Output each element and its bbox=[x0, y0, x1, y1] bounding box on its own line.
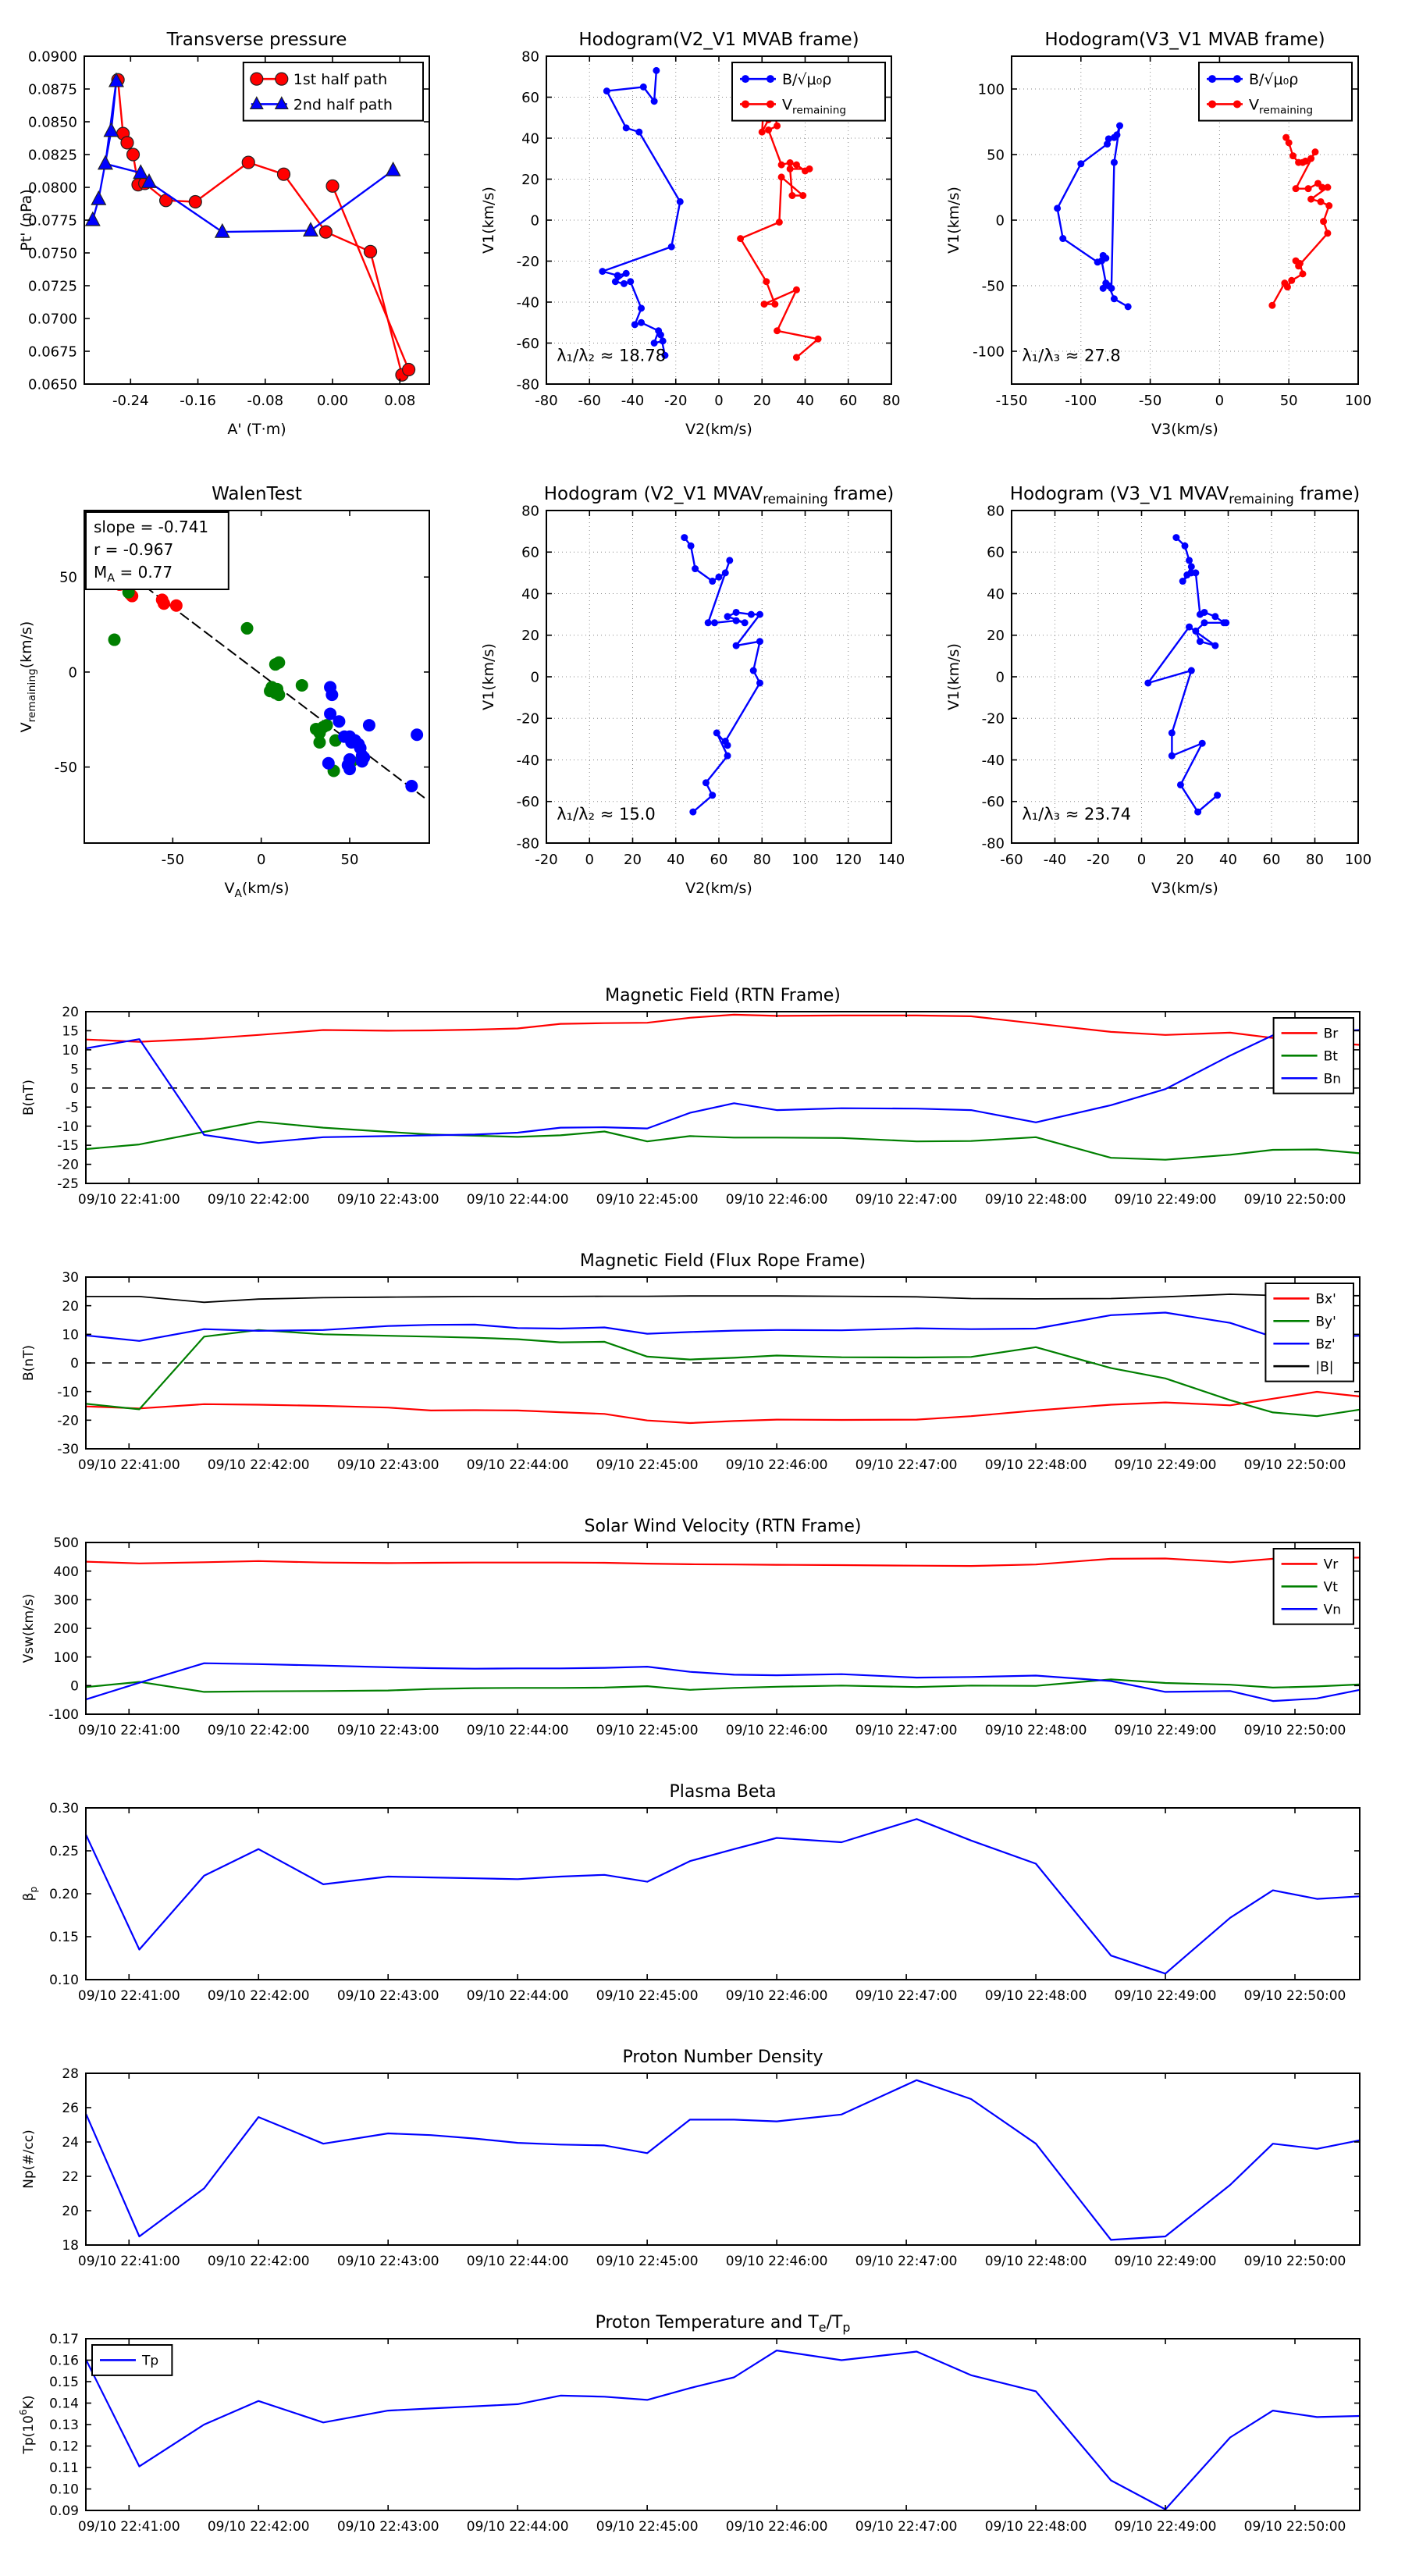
svg-text:0.0725: 0.0725 bbox=[28, 278, 77, 295]
chart-walen-test bbox=[6, 459, 457, 909]
svg-text:-60: -60 bbox=[1000, 852, 1023, 868]
svg-text:20: 20 bbox=[521, 628, 539, 645]
svg-text:100: 100 bbox=[1344, 852, 1372, 868]
walen-test-title: WalenTest bbox=[212, 484, 302, 504]
svg-text:0.09: 0.09 bbox=[49, 2503, 79, 2520]
svg-text:09/10 22:50:00: 09/10 22:50:00 bbox=[1243, 2519, 1346, 2535]
svg-text:0.10: 0.10 bbox=[49, 1973, 79, 1989]
svg-text:0.13: 0.13 bbox=[49, 2418, 79, 2434]
svg-text:09/10 22:48:00: 09/10 22:48:00 bbox=[984, 1192, 1087, 1208]
svg-text:-60: -60 bbox=[516, 335, 539, 352]
svg-text:0.15: 0.15 bbox=[49, 1930, 79, 1946]
svg-text:09/10 22:50:00: 09/10 22:50:00 bbox=[1243, 1723, 1346, 1738]
svg-text:0.00: 0.00 bbox=[316, 393, 349, 409]
svg-text:Vt: Vt bbox=[1323, 1579, 1338, 1596]
b-fluxrope-svg bbox=[0, 1238, 1405, 1497]
proton-density-ylabel: Np(#/cc) bbox=[21, 2129, 37, 2189]
chart-magnetic-field-rtn bbox=[0, 973, 1405, 1232]
hodogram-v2v1-mvav-title: Hodogram (V2_V1 $MVAV_{remaining}$ frame) bbox=[543, 484, 895, 507]
svg-text:B/√μ₀ρ: B/√μ₀ρ bbox=[782, 70, 832, 88]
svg-text:-40: -40 bbox=[621, 393, 645, 409]
svg-text:200: 200 bbox=[53, 1621, 79, 1638]
svg-text:0: 0 bbox=[70, 1080, 79, 1097]
transverse-pressure-ylabel: Pt' (nPa) bbox=[18, 189, 35, 251]
proton-density-title: Proton Number Density bbox=[622, 2048, 823, 2067]
svg-text:20: 20 bbox=[62, 1298, 79, 1315]
svg-text:09/10 22:44:00: 09/10 22:44:00 bbox=[466, 1988, 569, 2004]
svg-text:0: 0 bbox=[585, 852, 594, 868]
svg-text:09/10 22:47:00: 09/10 22:47:00 bbox=[855, 1192, 958, 1208]
svg-text:50: 50 bbox=[987, 147, 1005, 164]
hodogram-v2v1-mvav-annotation: λ₁/λ₂ ≈ 15.0 bbox=[557, 805, 656, 824]
svg-text:40: 40 bbox=[796, 393, 814, 409]
hodogram-v2v1-mvab-ylabel: V1(km/s) bbox=[480, 187, 497, 254]
svg-text:09/10 22:41:00: 09/10 22:41:00 bbox=[77, 1988, 180, 2004]
svg-text:0.15: 0.15 bbox=[49, 2375, 79, 2391]
svg-text:-20: -20 bbox=[535, 852, 558, 868]
svg-text:10: 10 bbox=[62, 1327, 79, 1343]
svg-text:-80: -80 bbox=[981, 835, 1005, 852]
b-fluxrope-legend bbox=[1265, 1283, 1353, 1382]
plasma-beta-title: Plasma Beta bbox=[669, 1782, 777, 1802]
svg-text:80: 80 bbox=[1306, 852, 1324, 868]
svg-text:60: 60 bbox=[987, 544, 1005, 561]
hodogram-v2v1-mvav-svg bbox=[468, 459, 919, 909]
svg-text:80: 80 bbox=[987, 503, 1005, 520]
svg-text:09/10 22:50:00: 09/10 22:50:00 bbox=[1243, 2254, 1346, 2269]
svg-text:0.0875: 0.0875 bbox=[28, 81, 77, 98]
chart-plasma-beta bbox=[0, 1769, 1405, 2028]
svg-text:26: 26 bbox=[62, 2101, 79, 2117]
svg-text:40: 40 bbox=[667, 852, 685, 868]
b-fluxrope-title: Magnetic Field (Flux Rope Frame) bbox=[579, 1251, 866, 1271]
hodogram-v3v1-mvab-svg bbox=[934, 5, 1386, 450]
svg-text:-100: -100 bbox=[48, 1707, 79, 1724]
svg-text:-0.16: -0.16 bbox=[180, 393, 216, 409]
svg-text:28: 28 bbox=[62, 2066, 79, 2083]
svg-text:Vr: Vr bbox=[1323, 1557, 1339, 1573]
svg-text:09/10 22:46:00: 09/10 22:46:00 bbox=[725, 1457, 828, 1473]
svg-text:09/10 22:45:00: 09/10 22:45:00 bbox=[596, 2519, 699, 2535]
svg-text:09/10 22:41:00: 09/10 22:41:00 bbox=[77, 1457, 180, 1473]
svg-text:500: 500 bbox=[53, 1535, 79, 1552]
svg-text:300: 300 bbox=[53, 1592, 79, 1609]
svg-text:09/10 22:42:00: 09/10 22:42:00 bbox=[207, 1988, 310, 2004]
proton-temperature-ylabel: $Tp(10^6K)$ bbox=[18, 2395, 37, 2454]
svg-text:80: 80 bbox=[521, 503, 539, 520]
hodogram-v2v1-mvav-ylabel: V1(km/s) bbox=[480, 643, 497, 710]
svg-text:0.17: 0.17 bbox=[49, 2332, 79, 2348]
svg-text:-30: -30 bbox=[57, 1442, 79, 1458]
svg-text:0: 0 bbox=[70, 1356, 79, 1372]
svg-text:09/10 22:50:00: 09/10 22:50:00 bbox=[1243, 1457, 1346, 1473]
svg-text:Vremaining: $V_{remaining}$ bbox=[1249, 96, 1314, 117]
svg-text:100: 100 bbox=[1344, 393, 1372, 409]
walen-test-svg bbox=[6, 459, 457, 909]
hodogram-v3v1-mvav-annotation: λ₁/λ₃ ≈ 23.74 bbox=[1022, 805, 1132, 824]
svg-text:Vn: Vn bbox=[1323, 1602, 1342, 1618]
svg-text:09/10 22:45:00: 09/10 22:45:00 bbox=[596, 1192, 699, 1208]
svg-text:B/√μ₀ρ: B/√μ₀ρ bbox=[1249, 70, 1299, 88]
svg-text:09/10 22:49:00: 09/10 22:49:00 bbox=[1114, 1723, 1217, 1738]
svg-text:09/10 22:44:00: 09/10 22:44:00 bbox=[466, 1192, 569, 1208]
walen-test-infobox bbox=[86, 512, 229, 589]
hodogram-v2v1-mvab-legend bbox=[732, 62, 885, 121]
svg-text:-0.08: -0.08 bbox=[247, 393, 284, 409]
svg-text:0.0650: 0.0650 bbox=[28, 376, 77, 393]
svg-text:20: 20 bbox=[62, 1005, 79, 1021]
svg-text:09/10 22:44:00: 09/10 22:44:00 bbox=[466, 2254, 569, 2269]
svg-text:09/10 22:45:00: 09/10 22:45:00 bbox=[596, 2254, 699, 2269]
svg-text:09/10 22:43:00: 09/10 22:43:00 bbox=[336, 2519, 439, 2535]
svg-text:0: 0 bbox=[1215, 393, 1225, 409]
svg-text:24: 24 bbox=[62, 2135, 79, 2151]
svg-text:0.14: 0.14 bbox=[49, 2396, 79, 2412]
svg-text:15: 15 bbox=[62, 1023, 79, 1040]
plasma-beta-svg bbox=[0, 1769, 1405, 2028]
svg-text:0: 0 bbox=[995, 669, 1005, 686]
b-fluxrope-ylabel: B(nT) bbox=[21, 1344, 37, 1382]
svg-text:0: 0 bbox=[995, 212, 1005, 229]
svg-text:100: 100 bbox=[53, 1649, 79, 1666]
svg-text:09/10 22:43:00: 09/10 22:43:00 bbox=[336, 1192, 439, 1208]
svg-text:09/10 22:48:00: 09/10 22:48:00 bbox=[984, 2254, 1087, 2269]
svg-text:Br: Br bbox=[1323, 1026, 1339, 1042]
svg-text:0.0700: 0.0700 bbox=[28, 311, 77, 328]
vsw-rtn-legend bbox=[1274, 1549, 1353, 1624]
svg-text:0: 0 bbox=[68, 664, 77, 681]
svg-text:-80: -80 bbox=[516, 376, 539, 393]
hodogram-v3v1-mvav-title: Hodogram (V3_V1 $MVAV_{remaining}$ frame) bbox=[1009, 484, 1361, 507]
svg-text:40: 40 bbox=[521, 585, 539, 603]
svg-text:0.25: 0.25 bbox=[49, 1844, 79, 1860]
svg-text:40: 40 bbox=[987, 585, 1005, 603]
svg-text:-20: -20 bbox=[57, 1157, 79, 1173]
svg-text:0: 0 bbox=[530, 669, 539, 686]
svg-text:80: 80 bbox=[521, 48, 539, 66]
chart-proton-number-density bbox=[0, 2034, 1405, 2293]
svg-text:0.10: 0.10 bbox=[49, 2482, 79, 2498]
svg-text:09/10 22:42:00: 09/10 22:42:00 bbox=[207, 1457, 310, 1473]
svg-text:-10: -10 bbox=[57, 1119, 79, 1135]
svg-text:50: 50 bbox=[1279, 393, 1298, 409]
svg-text:09/10 22:44:00: 09/10 22:44:00 bbox=[466, 1723, 569, 1738]
svg-text:0: 0 bbox=[256, 852, 266, 868]
transverse-pressure-svg bbox=[6, 5, 457, 450]
svg-text:-20: -20 bbox=[516, 710, 539, 728]
svg-text:0.16: 0.16 bbox=[49, 2353, 79, 2369]
svg-text:09/10 22:43:00: 09/10 22:43:00 bbox=[336, 1988, 439, 2004]
proton-density-svg bbox=[0, 2034, 1405, 2293]
svg-text:09/10 22:48:00: 09/10 22:48:00 bbox=[984, 1723, 1087, 1738]
svg-text:09/10 22:43:00: 09/10 22:43:00 bbox=[336, 1457, 439, 1473]
svg-text:09/10 22:42:00: 09/10 22:42:00 bbox=[207, 1192, 310, 1208]
svg-text:09/10 22:48:00: 09/10 22:48:00 bbox=[984, 1988, 1087, 2004]
chart-transverse-pressure bbox=[6, 5, 457, 450]
svg-text:-40: -40 bbox=[516, 294, 539, 311]
svg-text:80: 80 bbox=[752, 852, 771, 868]
chart-hodogram-v3v1-mvab bbox=[934, 5, 1386, 450]
svg-text:09/10 22:48:00: 09/10 22:48:00 bbox=[984, 1457, 1087, 1473]
svg-text:0.0825: 0.0825 bbox=[28, 147, 77, 164]
svg-text:100: 100 bbox=[791, 852, 819, 868]
svg-text:20: 20 bbox=[624, 852, 642, 868]
svg-text:0.20: 0.20 bbox=[49, 1887, 79, 1903]
hodogram-v2v1-mvab-svg bbox=[468, 5, 919, 450]
svg-text:09/10 22:48:00: 09/10 22:48:00 bbox=[984, 2519, 1087, 2535]
chart-magnetic-field-fluxrope bbox=[0, 1238, 1405, 1497]
svg-text:09/10 22:47:00: 09/10 22:47:00 bbox=[855, 1723, 958, 1738]
hodogram-v2v1-mvab-xlabel: V2(km/s) bbox=[685, 421, 752, 438]
transverse-pressure-title: Transverse pressure bbox=[166, 30, 347, 50]
svg-text:09/10 22:49:00: 09/10 22:49:00 bbox=[1114, 2254, 1217, 2269]
svg-text:-20: -20 bbox=[981, 710, 1005, 728]
svg-text:-20: -20 bbox=[516, 253, 539, 270]
hodogram-v2v1-mvav-xlabel: V2(km/s) bbox=[685, 880, 752, 897]
svg-text:80: 80 bbox=[882, 393, 901, 409]
svg-text:09/10 22:44:00: 09/10 22:44:00 bbox=[466, 1457, 569, 1473]
svg-text:Vremaining: $V_{remaining}$ bbox=[782, 96, 847, 117]
chart-proton-temperature bbox=[0, 2300, 1405, 2559]
svg-text:18: 18 bbox=[62, 2238, 79, 2254]
plasma-beta-ylabel: $\beta_p$ bbox=[21, 1886, 39, 1902]
svg-text:09/10 22:41:00: 09/10 22:41:00 bbox=[77, 1723, 180, 1738]
svg-text:09/10 22:44:00: 09/10 22:44:00 bbox=[466, 2519, 569, 2535]
svg-text:-80: -80 bbox=[535, 393, 558, 409]
svg-text:10: 10 bbox=[62, 1043, 79, 1059]
svg-text:09/10 22:47:00: 09/10 22:47:00 bbox=[855, 2254, 958, 2269]
svg-text:|B|: |B| bbox=[1315, 1359, 1334, 1375]
svg-text:0.11: 0.11 bbox=[49, 2460, 79, 2477]
svg-text:0.12: 0.12 bbox=[49, 2439, 79, 2455]
svg-text:Bn: Bn bbox=[1323, 1071, 1342, 1087]
svg-text:09/10 22:46:00: 09/10 22:46:00 bbox=[725, 1192, 828, 1208]
svg-text:-50: -50 bbox=[1138, 393, 1162, 409]
svg-text:1st half path: 1st half path bbox=[293, 70, 388, 88]
svg-text:09/10 22:50:00: 09/10 22:50:00 bbox=[1243, 1988, 1346, 2004]
svg-text:-15: -15 bbox=[57, 1138, 79, 1155]
svg-text:-150: -150 bbox=[995, 393, 1028, 409]
svg-text:-20: -20 bbox=[1087, 852, 1110, 868]
svg-text:-50: -50 bbox=[981, 278, 1005, 295]
walen-test-ylabel: $V_{remaining}(km/s)$ bbox=[18, 621, 38, 733]
svg-text:-50: -50 bbox=[161, 852, 185, 868]
svg-text:0: 0 bbox=[1136, 852, 1147, 868]
svg-text:09/10 22:47:00: 09/10 22:47:00 bbox=[855, 1457, 958, 1473]
hodogram-v3v1-mvav-svg bbox=[934, 459, 1386, 909]
svg-text:09/10 22:42:00: 09/10 22:42:00 bbox=[207, 2254, 310, 2269]
svg-text:5: 5 bbox=[70, 1062, 79, 1078]
svg-text:60: 60 bbox=[1262, 852, 1281, 868]
svg-text:09/10 22:47:00: 09/10 22:47:00 bbox=[855, 1988, 958, 2004]
svg-text:60: 60 bbox=[710, 852, 728, 868]
proton-temperature-svg bbox=[0, 2300, 1405, 2559]
hodogram-v3v1-mvab-annotation: λ₁/λ₃ ≈ 27.8 bbox=[1022, 346, 1121, 365]
hodogram-v2v1-mvab-title: Hodogram(V2_V1 MVAB frame) bbox=[578, 30, 859, 50]
svg-text:60: 60 bbox=[521, 89, 539, 106]
svg-text:50: 50 bbox=[340, 852, 359, 868]
svg-text:-20: -20 bbox=[57, 1413, 79, 1429]
svg-text:50: 50 bbox=[59, 569, 77, 586]
svg-text:20: 20 bbox=[752, 393, 771, 409]
transverse-pressure-legend bbox=[244, 62, 423, 121]
svg-text:09/10 22:49:00: 09/10 22:49:00 bbox=[1114, 1192, 1217, 1208]
svg-text:09/10 22:43:00: 09/10 22:43:00 bbox=[336, 2254, 439, 2269]
svg-text:09/10 22:47:00: 09/10 22:47:00 bbox=[855, 2519, 958, 2535]
svg-text:30: 30 bbox=[62, 1270, 79, 1286]
b-rtn-title: Magnetic Field (RTN Frame) bbox=[605, 986, 841, 1005]
b-rtn-svg bbox=[0, 973, 1405, 1232]
svg-text:-100: -100 bbox=[1065, 393, 1097, 409]
b-rtn-ylabel: B(nT) bbox=[21, 1079, 37, 1116]
svg-text:100: 100 bbox=[977, 81, 1005, 98]
svg-text:20: 20 bbox=[1176, 852, 1194, 868]
svg-text:09/10 22:49:00: 09/10 22:49:00 bbox=[1114, 2519, 1217, 2535]
svg-text:20: 20 bbox=[987, 628, 1005, 645]
hodogram-v3v1-mvav-ylabel: V1(km/s) bbox=[945, 643, 962, 710]
hodogram-v2v1-mvab-annotation: λ₁/λ₂ ≈ 18.78 bbox=[557, 346, 667, 365]
vsw-rtn-ylabel: Vsw(km/s) bbox=[21, 1593, 37, 1663]
svg-text:0.0900: 0.0900 bbox=[28, 48, 77, 66]
svg-text:-20: -20 bbox=[664, 393, 688, 409]
svg-text:By': By' bbox=[1315, 1314, 1336, 1330]
svg-text:40: 40 bbox=[521, 130, 539, 148]
svg-text:Bx': Bx' bbox=[1315, 1291, 1336, 1308]
svg-text:09/10 22:45:00: 09/10 22:45:00 bbox=[596, 1723, 699, 1738]
svg-text:09/10 22:45:00: 09/10 22:45:00 bbox=[596, 1457, 699, 1473]
svg-text:MA = 0.77: $M_A = 0.77$ bbox=[94, 563, 173, 585]
svg-text:0: 0 bbox=[530, 212, 539, 229]
svg-text:400: 400 bbox=[53, 1564, 79, 1580]
chart-solar-wind-velocity bbox=[0, 1503, 1405, 1763]
hodogram-v3v1-mvab-xlabel: V3(km/s) bbox=[1151, 421, 1218, 438]
svg-text:20: 20 bbox=[62, 2204, 79, 2220]
chart-hodogram-v3v1-mvav bbox=[934, 459, 1386, 909]
svg-text:09/10 22:46:00: 09/10 22:46:00 bbox=[725, 2519, 828, 2535]
svg-text:09/10 22:42:00: 09/10 22:42:00 bbox=[207, 1723, 310, 1738]
svg-text:-100: -100 bbox=[973, 343, 1005, 361]
svg-text:09/10 22:43:00: 09/10 22:43:00 bbox=[336, 1723, 439, 1738]
svg-text:-5: -5 bbox=[66, 1100, 79, 1116]
hodogram-v3v1-mvav-xlabel: V3(km/s) bbox=[1151, 880, 1218, 897]
svg-text:2nd half path: 2nd half path bbox=[293, 96, 393, 114]
svg-text:09/10 22:46:00: 09/10 22:46:00 bbox=[725, 2254, 828, 2269]
chart-hodogram-v2v1-mvab bbox=[468, 5, 919, 450]
svg-text:slope = -0.741: slope = -0.741 bbox=[94, 518, 209, 537]
svg-text:0.0750: 0.0750 bbox=[28, 245, 77, 262]
transverse-pressure-xlabel: A' (T·m) bbox=[227, 421, 286, 438]
walen-test-xlabel: $V_A(km/s)$ bbox=[224, 880, 290, 900]
svg-text:0.0675: 0.0675 bbox=[28, 343, 77, 361]
svg-text:0: 0 bbox=[70, 1678, 79, 1695]
svg-text:60: 60 bbox=[521, 544, 539, 561]
svg-text:09/10 22:41:00: 09/10 22:41:00 bbox=[77, 2519, 180, 2535]
svg-text:0: 0 bbox=[714, 393, 724, 409]
hodogram-v3v1-mvab-ylabel: V1(km/s) bbox=[945, 187, 962, 254]
svg-text:09/10 22:50:00: 09/10 22:50:00 bbox=[1243, 1192, 1346, 1208]
svg-text:09/10 22:46:00: 09/10 22:46:00 bbox=[725, 1988, 828, 2004]
svg-text:-50: -50 bbox=[54, 760, 77, 777]
svg-text:-25: -25 bbox=[57, 1176, 79, 1193]
svg-text:09/10 22:41:00: 09/10 22:41:00 bbox=[77, 2254, 180, 2269]
svg-text:0.08: 0.08 bbox=[384, 393, 416, 409]
svg-text:0.0800: 0.0800 bbox=[28, 180, 77, 197]
vsw-rtn-svg bbox=[0, 1503, 1405, 1763]
svg-text:-10: -10 bbox=[57, 1384, 79, 1400]
svg-text:Tp: Tp bbox=[142, 2353, 159, 2369]
svg-text:-0.24: -0.24 bbox=[112, 393, 149, 409]
svg-text:140: 140 bbox=[877, 852, 905, 868]
svg-text:Bz': Bz' bbox=[1315, 1336, 1336, 1353]
svg-text:-40: -40 bbox=[1043, 852, 1067, 868]
svg-text:09/10 22:46:00: 09/10 22:46:00 bbox=[725, 1723, 828, 1738]
svg-text:-40: -40 bbox=[516, 752, 539, 769]
svg-text:60: 60 bbox=[839, 393, 858, 409]
chart-hodogram-v2v1-mvav bbox=[468, 459, 919, 909]
svg-text:0.30: 0.30 bbox=[49, 1801, 79, 1817]
svg-text:22: 22 bbox=[62, 2169, 79, 2186]
proton-temperature-legend bbox=[92, 2345, 172, 2375]
svg-text:20: 20 bbox=[521, 171, 539, 188]
svg-text:09/10 22:49:00: 09/10 22:49:00 bbox=[1114, 1988, 1217, 2004]
svg-text:-80: -80 bbox=[516, 835, 539, 852]
svg-text:40: 40 bbox=[1219, 852, 1237, 868]
svg-text:09/10 22:42:00: 09/10 22:42:00 bbox=[207, 2519, 310, 2535]
svg-text:-60: -60 bbox=[981, 794, 1005, 811]
svg-text:120: 120 bbox=[834, 852, 862, 868]
svg-text:0.0775: 0.0775 bbox=[28, 212, 77, 229]
hodogram-v3v1-mvab-legend bbox=[1199, 62, 1352, 121]
svg-text:-60: -60 bbox=[578, 393, 601, 409]
hodogram-v3v1-mvab-title: Hodogram(V3_V1 MVAB frame) bbox=[1044, 30, 1325, 50]
svg-text:r = -0.967: r = -0.967 bbox=[94, 540, 174, 560]
svg-text:09/10 22:45:00: 09/10 22:45:00 bbox=[596, 1988, 699, 2004]
svg-text:0.0850: 0.0850 bbox=[28, 114, 77, 131]
svg-text:-60: -60 bbox=[516, 794, 539, 811]
svg-text:Bt: Bt bbox=[1323, 1048, 1338, 1065]
svg-text:09/10 22:41:00: 09/10 22:41:00 bbox=[77, 1192, 180, 1208]
vsw-rtn-title: Solar Wind Velocity (RTN Frame) bbox=[584, 1517, 862, 1536]
proton-temperature-title: Proton Temperature and $T_e/T_p$ bbox=[595, 2313, 851, 2335]
svg-text:09/10 22:49:00: 09/10 22:49:00 bbox=[1114, 1457, 1217, 1473]
b-rtn-legend bbox=[1274, 1018, 1353, 1094]
svg-text:-40: -40 bbox=[981, 752, 1005, 769]
